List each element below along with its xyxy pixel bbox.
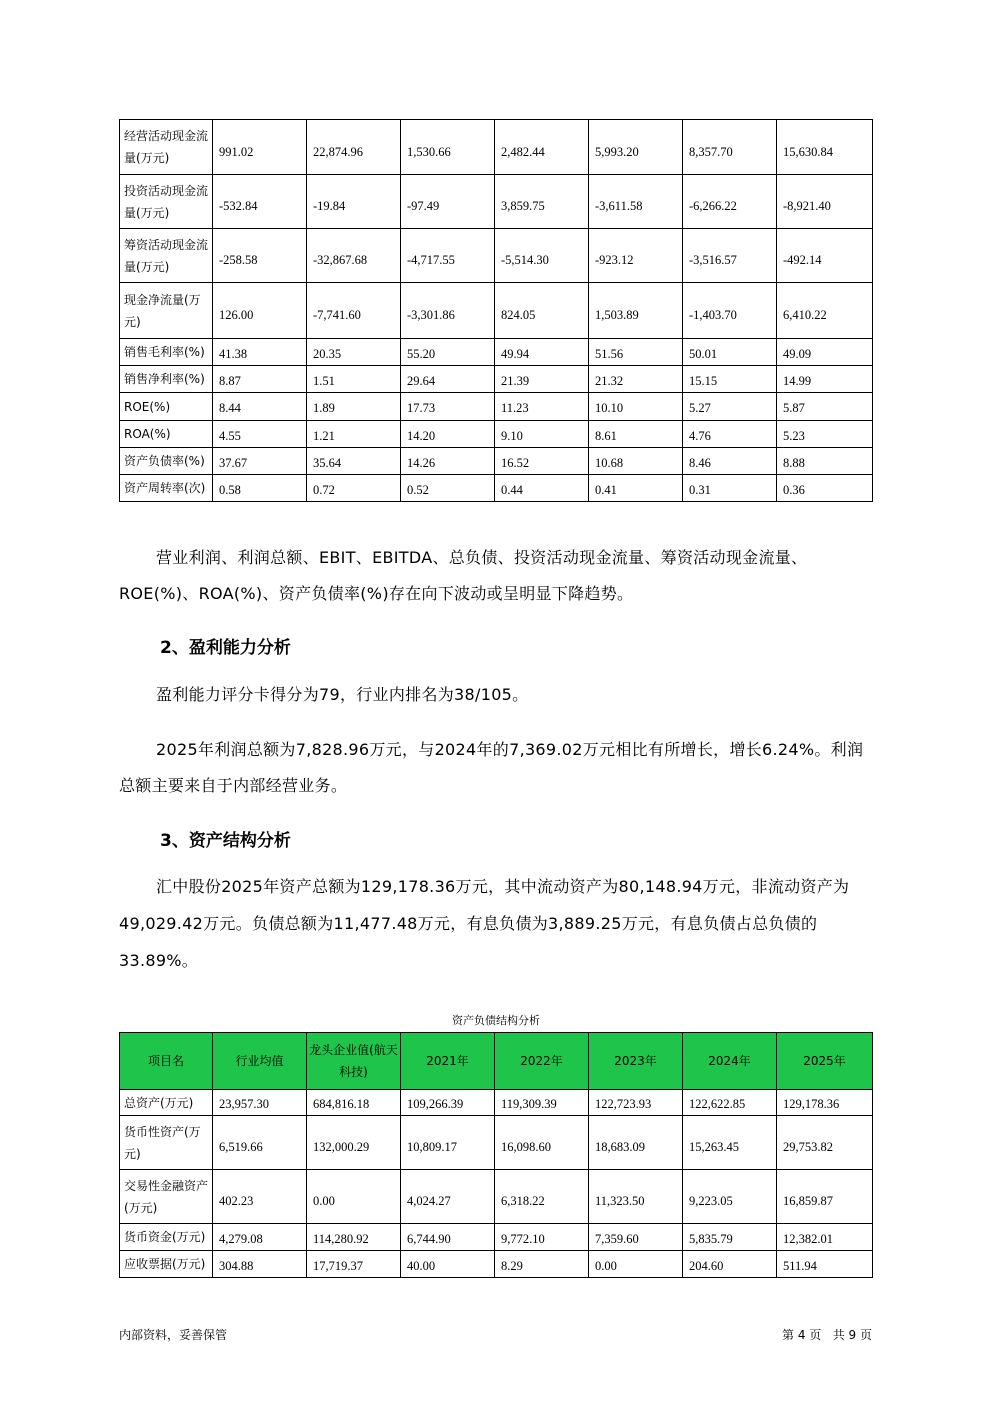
table-cell: 29,753.82 (777, 1116, 873, 1170)
table-cell: 8,357.70 (683, 120, 777, 175)
table-cell: 0.72 (307, 475, 401, 502)
table-cell: -5,514.30 (495, 229, 589, 283)
table-cell: 114,280.92 (307, 1224, 401, 1251)
row-label: 销售净利率(%) (120, 366, 213, 393)
table-cell: 35.64 (307, 448, 401, 475)
table-cell: 16,859.87 (777, 1170, 873, 1224)
row-label: 经营活动现金流量(万元) (120, 120, 213, 175)
table-cell: 8.46 (683, 448, 777, 475)
table-cell: 132,000.29 (307, 1116, 401, 1170)
table-cell: 41.38 (213, 339, 307, 366)
table-row (120, 448, 873, 475)
table-cell: 0.00 (307, 1170, 401, 1224)
column-header: 2024年 (683, 1033, 777, 1090)
table-cell: -492.14 (777, 229, 873, 283)
table-header-row (120, 1033, 873, 1090)
table-row (120, 475, 873, 502)
table-row (120, 421, 873, 448)
table-cell: 5,835.79 (683, 1224, 777, 1251)
table-cell: 15,263.45 (683, 1116, 777, 1170)
table-cell: 37.67 (213, 448, 307, 475)
table-cell: 3,859.75 (495, 175, 589, 229)
table-cell: 0.00 (589, 1251, 683, 1278)
table-cell: 8.61 (589, 421, 683, 448)
table-cell: 122,622.85 (683, 1090, 777, 1116)
table-cell: 49.09 (777, 339, 873, 366)
table-cell: -8,921.40 (777, 175, 873, 229)
table-cell: 40.00 (401, 1251, 495, 1278)
table-cell: 511.94 (777, 1251, 873, 1278)
table-cell: 824.05 (495, 283, 589, 339)
row-label: ROA(%) (120, 421, 213, 448)
table-cell: 51.56 (589, 339, 683, 366)
table-cell: 16.52 (495, 448, 589, 475)
row-label: 应收票据(万元) (120, 1251, 213, 1278)
table-cell: 49.94 (495, 339, 589, 366)
table-cell: 15.15 (683, 366, 777, 393)
table-row (120, 229, 873, 283)
table-cell: 304.88 (213, 1251, 307, 1278)
table-row (120, 366, 873, 393)
table-row (120, 393, 873, 421)
table-cell: 6,318.22 (495, 1170, 589, 1224)
row-label: 投资活动现金流量(万元) (120, 175, 213, 229)
row-label: 筹资活动现金流量(万元) (120, 229, 213, 283)
table-cell: 126.00 (213, 283, 307, 339)
table-cell: 55.20 (401, 339, 495, 366)
table-cell: -3,301.86 (401, 283, 495, 339)
column-header: 2025年 (777, 1033, 873, 1090)
table-cell: 5.87 (777, 393, 873, 421)
column-header: 项目名 (120, 1033, 213, 1090)
table-cell: -1,403.70 (683, 283, 777, 339)
table-cell: -3,516.57 (683, 229, 777, 283)
table-cell: 8.88 (777, 448, 873, 475)
table-cell: 10.10 (589, 393, 683, 421)
footer-page-number: 第 4 页 共 9 页 (782, 1328, 872, 1342)
table-cell: 50.01 (683, 339, 777, 366)
table-cell: 17.73 (401, 393, 495, 421)
table-cell: -19.84 (307, 175, 401, 229)
table-cell: -258.58 (213, 229, 307, 283)
column-header: 行业均值 (213, 1033, 307, 1090)
table-cell: 2,482.44 (495, 120, 589, 175)
table-cell: 18,683.09 (589, 1116, 683, 1170)
table-row (120, 1251, 873, 1278)
total-profit-paragraph: 2025年利润总额为7,828.96万元，与2024年的7,369.02万元相比有所增长，增长6.24%。利润总额主要来自于内部经营业务。 (119, 740, 864, 795)
table-cell: 6,744.90 (401, 1224, 495, 1251)
row-label: 资产周转率(次) (120, 475, 213, 502)
table-cell: 1,503.89 (589, 283, 683, 339)
table-cell: 8.87 (213, 366, 307, 393)
table-row (120, 1090, 873, 1116)
table-cell: 23,957.30 (213, 1090, 307, 1116)
table-cell: 15,630.84 (777, 120, 873, 175)
footer-confidential-note: 内部资料，妥善保管 (119, 1328, 228, 1342)
table-row (120, 283, 873, 339)
table-cell: 6,410.22 (777, 283, 873, 339)
table-cell: 1,530.66 (401, 120, 495, 175)
table-cell: -7,741.60 (307, 283, 401, 339)
table-cell: 0.52 (401, 475, 495, 502)
table-cell: 14.99 (777, 366, 873, 393)
table-cell: 5.27 (683, 393, 777, 421)
table-cell: 21.39 (495, 366, 589, 393)
table-row (120, 339, 873, 366)
table-cell: -3,611.58 (589, 175, 683, 229)
table-cell: 22,874.96 (307, 120, 401, 175)
table-cell: 14.26 (401, 448, 495, 475)
table-cell: 8.29 (495, 1251, 589, 1278)
table-caption: 资产负债结构分析 (452, 1014, 540, 1027)
table-cell: 17,719.37 (307, 1251, 401, 1278)
row-label: 资产负债率(%) (120, 448, 213, 475)
table-cell: 4,279.08 (213, 1224, 307, 1251)
table-cell: 1.89 (307, 393, 401, 421)
table-cell: 21.32 (589, 366, 683, 393)
table-cell: 7,359.60 (589, 1224, 683, 1251)
section-heading-asset-structure: 3、资产结构分析 (160, 831, 291, 851)
table-cell: 1.51 (307, 366, 401, 393)
profitability-score-paragraph: 盈利能力评分卡得分为79，行业内排名为38/105。 (156, 685, 529, 704)
table-cell: 0.31 (683, 475, 777, 502)
column-header: 龙头企业值(航天科技) (307, 1033, 401, 1090)
row-label: ROE(%) (120, 393, 213, 421)
table-cell: -532.84 (213, 175, 307, 229)
table-cell: 10,809.17 (401, 1116, 495, 1170)
table-cell: 11.23 (495, 393, 589, 421)
table-row (120, 1224, 873, 1251)
table-cell: 9.10 (495, 421, 589, 448)
table-cell: -6,266.22 (683, 175, 777, 229)
trend-summary-paragraph: 营业利润、利润总额、EBIT、EBITDA、总负债、投资活动现金流量、筹资活动现金流量、ROE(%)、ROA(%)、资产负债率(%)存在向下波动或呈明显下降趋势。 (119, 548, 808, 603)
row-label: 现金净流量(万元) (120, 283, 213, 339)
table-row (120, 175, 873, 229)
table-cell: -4,717.55 (401, 229, 495, 283)
table-cell: 14.20 (401, 421, 495, 448)
column-header: 2021年 (401, 1033, 495, 1090)
table-cell: 4.76 (683, 421, 777, 448)
table-cell: 6,519.66 (213, 1116, 307, 1170)
table-cell: 684,816.18 (307, 1090, 401, 1116)
table-cell: 0.36 (777, 475, 873, 502)
table-cell: 4.55 (213, 421, 307, 448)
table-cell: 9,223.05 (683, 1170, 777, 1224)
table-cell: 204.60 (683, 1251, 777, 1278)
table-cell: 129,178.36 (777, 1090, 873, 1116)
row-label: 货币性资产(万元) (120, 1116, 213, 1170)
table-cell: 5,993.20 (589, 120, 683, 175)
table-cell: -97.49 (401, 175, 495, 229)
table-cell: 5.23 (777, 421, 873, 448)
row-label: 销售毛利率(%) (120, 339, 213, 366)
table-cell: 16,098.60 (495, 1116, 589, 1170)
financial-indicators-table (119, 119, 873, 502)
table-cell: 991.02 (213, 120, 307, 175)
table-cell: 11,323.50 (589, 1170, 683, 1224)
row-label: 总资产(万元) (120, 1090, 213, 1116)
section-heading-profitability: 2、盈利能力分析 (160, 638, 291, 658)
table-cell: 0.44 (495, 475, 589, 502)
table-row (120, 1170, 873, 1224)
table-cell: 4,024.27 (401, 1170, 495, 1224)
row-label: 货币资金(万元) (120, 1224, 213, 1251)
table-cell: 1.21 (307, 421, 401, 448)
table-cell: 0.41 (589, 475, 683, 502)
table-cell: 402.23 (213, 1170, 307, 1224)
balance-sheet-structure-table (119, 1032, 873, 1278)
column-header: 2023年 (589, 1033, 683, 1090)
row-label: 交易性金融资产(万元) (120, 1170, 213, 1224)
table-cell: 119,309.39 (495, 1090, 589, 1116)
table-cell: -923.12 (589, 229, 683, 283)
table-cell: -32,867.68 (307, 229, 401, 283)
table-row (120, 120, 873, 175)
table-cell: 109,266.39 (401, 1090, 495, 1116)
asset-structure-paragraph: 汇中股份2025年资产总额为129,178.36万元，其中流动资产为80,148.94万元，非流动资产为49,029.42万元。负债总额为11,477.48万元，有息负债为3,889.25万元，有息负债占总负债的33.89%。 (119, 877, 850, 970)
table-row (120, 1116, 873, 1170)
table-cell: 20.35 (307, 339, 401, 366)
table-cell: 12,382.01 (777, 1224, 873, 1251)
table-cell: 8.44 (213, 393, 307, 421)
table-cell: 29.64 (401, 366, 495, 393)
table-cell: 0.58 (213, 475, 307, 502)
table-cell: 10.68 (589, 448, 683, 475)
table-cell: 9,772.10 (495, 1224, 589, 1251)
table-cell: 122,723.93 (589, 1090, 683, 1116)
column-header: 2022年 (495, 1033, 589, 1090)
